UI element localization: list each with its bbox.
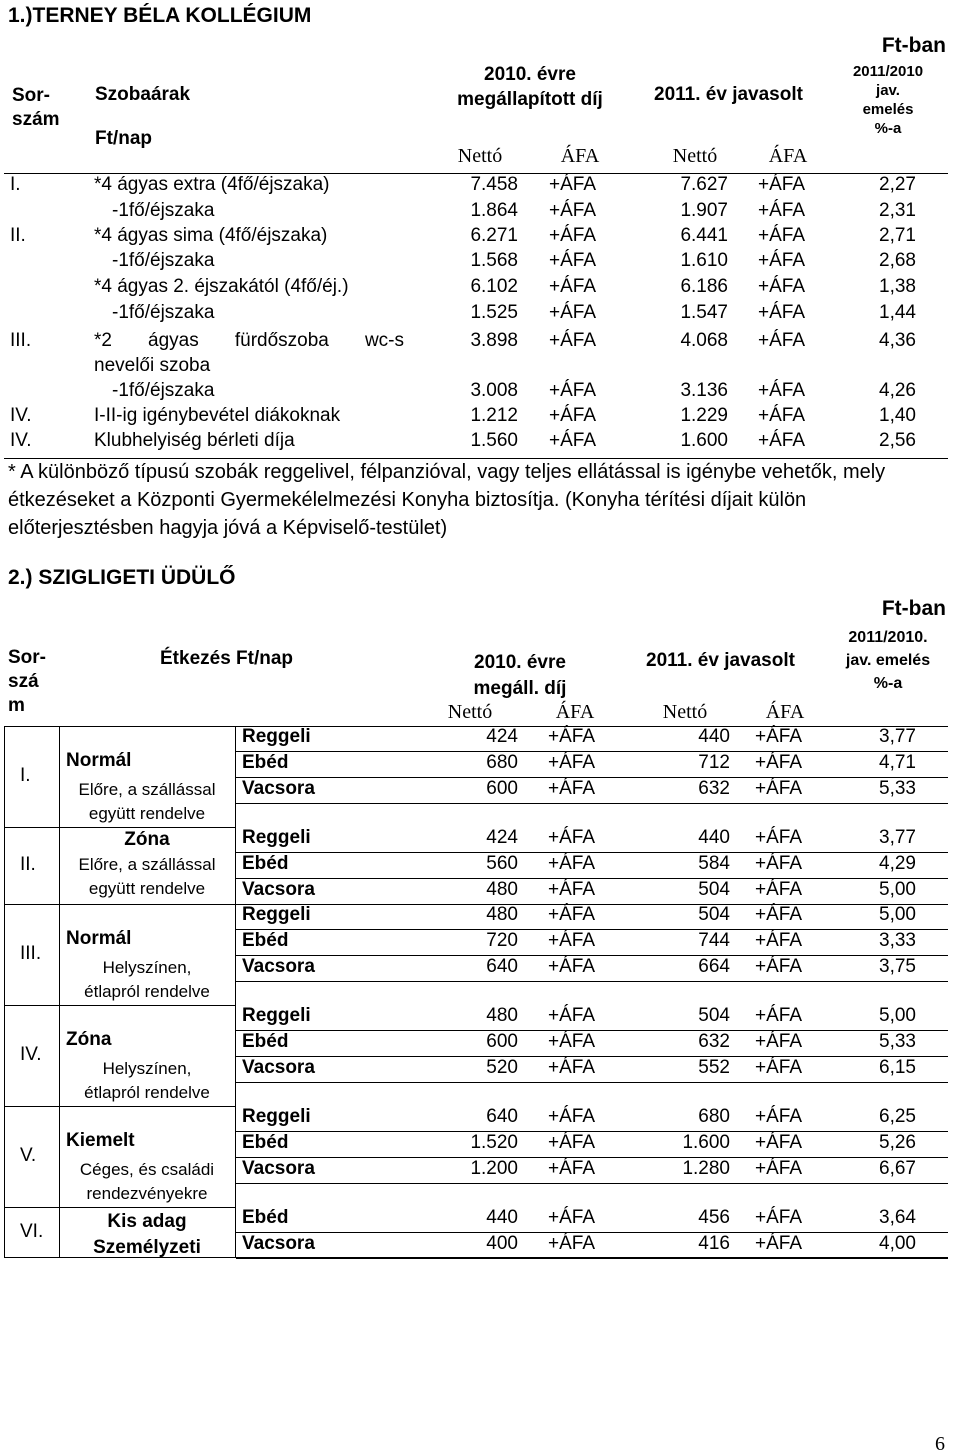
s2-meal-netto-2011: 504 — [698, 879, 730, 900]
s1-row-netto-2010: 1.568 — [470, 250, 518, 271]
s2-meal-label: Reggeli — [242, 1005, 311, 1026]
s1-row-label: *4 ágyas 2. éjszakától (4fő/éj.) — [94, 276, 349, 297]
s2-meal-pct: 5,33 — [879, 778, 916, 799]
s1-header-szobaarak: Szobaárak — [95, 84, 191, 105]
s2-meal-afa-2010: +ÁFA — [548, 930, 595, 951]
s2-meal-netto-2010: 520 — [486, 1057, 518, 1078]
s1-row-netto-2010: 3.008 — [470, 380, 518, 401]
s1-row-afa-2011: +ÁFA — [758, 405, 805, 426]
s2-meal-netto-2010: 560 — [486, 853, 518, 874]
s2-meal-netto-2010: 480 — [486, 1005, 518, 1026]
s2-meal-netto-2011: 1.280 — [682, 1158, 730, 1179]
s1-row-netto-2010: 7.458 — [470, 174, 518, 195]
s2-meal-netto-2011: 416 — [698, 1233, 730, 1254]
s2-meal-pct: 5,00 — [879, 879, 916, 900]
s1-header-netto-2010: Nettó — [457, 145, 503, 167]
s1-header-afa-2011: ÁFA — [768, 145, 808, 167]
s2-header-afa-2010: ÁFA — [555, 701, 595, 723]
s1-row-pct: 2,56 — [879, 430, 916, 451]
s2-meal-afa-2010: +ÁFA — [548, 1158, 595, 1179]
s2-meal-netto-2011: 744 — [698, 930, 730, 951]
s2-meal-netto-2010: 480 — [486, 904, 518, 925]
s2-meal-pct: 3,77 — [879, 726, 916, 747]
s2-meal-label: Reggeli — [242, 827, 311, 848]
s2-meal-netto-2011: 440 — [698, 726, 730, 747]
s1-row-afa-2010: +ÁFA — [549, 430, 596, 451]
s2-meal-pct: 4,29 — [879, 853, 916, 874]
s1-row-afa-2011: +ÁFA — [758, 250, 805, 271]
s2-meal-pct: 3,77 — [879, 827, 916, 848]
s2-header-netto-2010: Nettó — [447, 701, 493, 723]
s1-row-label: Klubhelyiség bérleti díja — [94, 430, 295, 451]
s2-meal-afa-2010: +ÁFA — [548, 1005, 595, 1026]
s2-meal-netto-2011: 632 — [698, 778, 730, 799]
s2-meal-label: Vacsora — [242, 956, 315, 977]
s2-header-2011: 2011. év javasolt — [646, 650, 795, 671]
s2-group-num: I. — [20, 764, 31, 786]
s2-meal-afa-2011: +ÁFA — [755, 1005, 802, 1026]
s2-meal-netto-2011: 440 — [698, 827, 730, 848]
s2-meal-netto-2011: 1.600 — [682, 1132, 730, 1153]
s1-header-2010: 2010. évre megállapított díj — [457, 64, 603, 110]
s1-row-afa-2010: +ÁFA — [549, 302, 596, 323]
s1-row-pct: 4,36 — [879, 330, 916, 351]
s2-meal-afa-2011: +ÁFA — [755, 726, 802, 747]
page-number: 6 — [935, 1433, 945, 1455]
s1-row-netto-2011: 1.547 — [680, 302, 728, 323]
s2-meal-afa-2011: +ÁFA — [755, 778, 802, 799]
s1-row-pct: 2,27 — [879, 174, 916, 195]
s2-meal-netto-2011: 504 — [698, 1005, 730, 1026]
s2-meal-pct: 5,33 — [879, 1031, 916, 1052]
s1-row-pct: 2,71 — [879, 225, 916, 246]
s2-meal-label: Vacsora — [242, 1158, 315, 1179]
s1-row-netto-2011: 7.627 — [680, 174, 728, 195]
s1-row-netto-2011: 1.229 — [680, 405, 728, 426]
s2-header-pct: 2011/2010. jav. emelés %-a — [845, 629, 931, 692]
s1-row-afa-2010: +ÁFA — [549, 200, 596, 221]
s1-row-pct: 4,26 — [879, 380, 916, 401]
s2-meal-netto-2010: 424 — [486, 827, 518, 848]
s1-row-label: -1fő/éjszaka — [112, 250, 215, 271]
s2-meal-afa-2010: +ÁFA — [548, 1233, 595, 1254]
s1-row-label: I-II-ig igénybevétel diákoknak — [94, 405, 341, 426]
s1-row-label: *4 ágyas extra (4fő/éjszaka) — [94, 174, 330, 195]
s1-row-label-cont: nevelői szoba — [94, 355, 211, 376]
s1-row-netto-2010: 1.525 — [470, 302, 518, 323]
s2-group-desc: Helyszínen, étlapról rendelve — [84, 1059, 210, 1102]
s2-meal-afa-2011: +ÁFA — [755, 1207, 802, 1228]
s2-meal-netto-2010: 720 — [486, 930, 518, 951]
s2-meal-label: Reggeli — [242, 904, 311, 925]
s2-meal-label: Vacsora — [242, 778, 315, 799]
s2-meal-afa-2010: +ÁFA — [548, 1057, 595, 1078]
s1-row-num: I. — [10, 174, 21, 195]
s1-row-afa-2011: +ÁFA — [758, 430, 805, 451]
s1-header-afa-2010: ÁFA — [560, 145, 600, 167]
s2-meal-netto-2010: 480 — [486, 879, 518, 900]
s2-meal-netto-2010: 1.520 — [470, 1132, 518, 1153]
s2-meal-label: Vacsora — [242, 1233, 315, 1254]
s2-group-name: Zóna — [66, 1029, 112, 1050]
s2-meal-pct: 5,00 — [879, 1005, 916, 1026]
s2-meal-afa-2011: +ÁFA — [755, 1031, 802, 1052]
s2-meal-label: Ebéd — [242, 752, 289, 773]
s1-row-num: II. — [10, 225, 26, 246]
s2-meal-label: Ebéd — [242, 853, 289, 874]
s2-meal-netto-2010: 680 — [486, 752, 518, 773]
s2-group-name: Normál — [66, 928, 132, 949]
s1-row-netto-2010: 6.102 — [470, 276, 518, 297]
s2-meal-pct: 3,75 — [879, 956, 916, 977]
s2-meal-label: Vacsora — [242, 879, 315, 900]
s1-row-num: IV. — [10, 405, 32, 426]
s2-meal-label: Ebéd — [242, 1207, 289, 1228]
s2-meal-pct: 4,00 — [879, 1233, 916, 1254]
s2-group-num: IV. — [20, 1043, 42, 1065]
s2-meal-label: Reggeli — [242, 726, 311, 747]
s1-row-pct: 1,44 — [879, 302, 916, 323]
s1-row-netto-2011: 6.441 — [680, 225, 728, 246]
s2-meal-pct: 5,26 — [879, 1132, 916, 1153]
s2-meal-netto-2010: 440 — [486, 1207, 518, 1228]
s2-meal-netto-2011: 552 — [698, 1057, 730, 1078]
s2-meal-netto-2010: 600 — [486, 1031, 518, 1052]
s2-meal-pct: 6,25 — [879, 1106, 916, 1127]
s2-meal-pct: 6,67 — [879, 1158, 916, 1179]
s1-row-netto-2011: 1.610 — [680, 250, 728, 271]
s1-row-afa-2011: +ÁFA — [758, 276, 805, 297]
s1-footnote: * A különböző típusú szobák reggelivel, félpanzióval, vagy teljes ellátással is igénybe vehetők, mely étkezéseket a Központi Gyermekélelmezési Konyha biztosítja. (Konyha térítési díjait külön előterjesztésben hagyja jóvá a Képviselő-testület) — [8, 461, 886, 539]
s1-row-netto-2010: 3.898 — [470, 330, 518, 351]
s2-header-netto-2011: Nettó — [662, 701, 708, 723]
s1-row-label: -1fő/éjszaka — [112, 200, 215, 221]
s1-row-afa-2010: +ÁFA — [549, 250, 596, 271]
s1-header-netto-2011: Nettó — [672, 145, 718, 167]
s2-meal-afa-2011: +ÁFA — [755, 827, 802, 848]
s2-group-desc: Helyszínen, étlapról rendelve — [84, 958, 210, 1001]
s2-meal-afa-2011: +ÁFA — [755, 879, 802, 900]
s2-meal-label: Reggeli — [242, 1106, 311, 1127]
s1-row-label: *2 ágyas fürdőszoba wc-s — [94, 330, 404, 351]
s2-group-name: Kiemelt — [66, 1130, 135, 1151]
s2-meal-label: Ebéd — [242, 1132, 289, 1153]
s2-meal-afa-2011: +ÁFA — [755, 930, 802, 951]
section1-currency-label: Ft-ban — [881, 34, 946, 57]
s1-header-2011: 2011. év javasolt — [654, 84, 803, 105]
s2-group-num: V. — [20, 1144, 37, 1166]
s1-row-netto-2011: 1.907 — [680, 200, 728, 221]
s2-header-etkezes: Étkezés Ft/nap — [160, 648, 294, 669]
s2-meal-pct: 6,15 — [879, 1057, 916, 1078]
s2-meal-afa-2011: +ÁFA — [755, 1233, 802, 1254]
s2-meal-netto-2010: 640 — [486, 1106, 518, 1127]
section2-title: 2.) SZIGLIGETI ÜDÜLŐ — [8, 566, 236, 589]
s1-header-ftnap: Ft/nap — [95, 128, 152, 149]
s2-group-desc: Előre, a szállással együtt rendelve — [78, 780, 216, 823]
s1-row-label: -1fő/éjszaka — [112, 302, 215, 323]
s2-group-name: Kis adag Személyzeti — [93, 1211, 201, 1258]
s2-group-name: Zóna — [124, 829, 170, 850]
s1-row-afa-2010: +ÁFA — [549, 405, 596, 426]
s2-meal-netto-2011: 584 — [698, 853, 730, 874]
s2-meal-netto-2011: 680 — [698, 1106, 730, 1127]
s1-row-afa-2011: +ÁFA — [758, 330, 805, 351]
s2-header-afa-2011: ÁFA — [765, 701, 805, 723]
s1-row-pct: 2,31 — [879, 200, 916, 221]
s2-meal-afa-2011: +ÁFA — [755, 956, 802, 977]
s1-row-afa-2011: +ÁFA — [758, 200, 805, 221]
s2-meal-label: Vacsora — [242, 1057, 315, 1078]
s1-row-afa-2010: +ÁFA — [549, 380, 596, 401]
s2-meal-afa-2011: +ÁFA — [755, 904, 802, 925]
s1-row-netto-2011: 3.136 — [680, 380, 728, 401]
s2-meal-afa-2010: +ÁFA — [548, 879, 595, 900]
s2-meal-netto-2011: 456 — [698, 1207, 730, 1228]
section1-title: 1.)TERNEY BÉLA KOLLÉGIUM — [8, 4, 312, 27]
s1-row-netto-2011: 1.600 — [680, 430, 728, 451]
s1-header-pct: 2011/2010 jav. emelés %-a — [852, 63, 924, 137]
s2-meal-pct: 3,64 — [879, 1207, 916, 1228]
s2-group-desc: Céges, és családi rendezvényekre — [79, 1160, 215, 1203]
s1-row-afa-2011: +ÁFA — [758, 380, 805, 401]
s2-group-num: II. — [20, 853, 36, 875]
s2-meal-pct: 5,00 — [879, 904, 916, 925]
s2-meal-netto-2010: 600 — [486, 778, 518, 799]
s1-header-sorszam: Sor- szám — [12, 85, 60, 130]
s2-meal-afa-2010: +ÁFA — [548, 1207, 595, 1228]
s2-group-name: Normál — [66, 750, 132, 771]
s2-group-num: VI. — [20, 1220, 44, 1242]
s2-meal-afa-2011: +ÁFA — [755, 752, 802, 773]
s2-meal-netto-2010: 1.200 — [470, 1158, 518, 1179]
s1-row-afa-2011: +ÁFA — [758, 225, 805, 246]
s2-group-num: III. — [20, 942, 42, 964]
s1-row-afa-2010: +ÁFA — [549, 225, 596, 246]
s2-meal-netto-2010: 424 — [486, 726, 518, 747]
s2-meal-afa-2011: +ÁFA — [755, 1158, 802, 1179]
s2-meal-afa-2011: +ÁFA — [755, 853, 802, 874]
s1-row-pct: 1,40 — [879, 405, 916, 426]
s1-row-afa-2010: +ÁFA — [549, 276, 596, 297]
s2-meal-pct: 4,71 — [879, 752, 916, 773]
s2-meal-afa-2010: +ÁFA — [548, 904, 595, 925]
s2-meal-afa-2010: +ÁFA — [548, 726, 595, 747]
s2-meal-afa-2010: +ÁFA — [548, 956, 595, 977]
s2-meal-afa-2011: +ÁFA — [755, 1106, 802, 1127]
s1-row-afa-2011: +ÁFA — [758, 302, 805, 323]
s2-meal-label: Ebéd — [242, 1031, 289, 1052]
s1-row-pct: 1,38 — [879, 276, 916, 297]
s2-meal-netto-2011: 504 — [698, 904, 730, 925]
s1-row-afa-2010: +ÁFA — [549, 330, 596, 351]
s2-meal-netto-2011: 664 — [698, 956, 730, 977]
s1-row-label: -1fő/éjszaka — [112, 380, 215, 401]
s2-meal-afa-2011: +ÁFA — [755, 1057, 802, 1078]
s1-row-netto-2011: 4.068 — [680, 330, 728, 351]
s2-meal-netto-2010: 640 — [486, 956, 518, 977]
s1-row-netto-2010: 1.560 — [470, 430, 518, 451]
s1-row-num: III. — [10, 330, 32, 351]
s1-row-netto-2010: 1.212 — [470, 405, 518, 426]
s2-meal-netto-2010: 400 — [486, 1233, 518, 1254]
s2-header-2010: 2010. évre megáll. díj — [473, 652, 567, 699]
s2-meal-afa-2011: +ÁFA — [755, 1132, 802, 1153]
s2-meal-afa-2010: +ÁFA — [548, 827, 595, 848]
s2-meal-pct: 3,33 — [879, 930, 916, 951]
s2-meal-afa-2010: +ÁFA — [548, 752, 595, 773]
s2-header-sorszam: Sor- szá m — [8, 647, 46, 716]
s1-row-netto-2011: 6.186 — [680, 276, 728, 297]
s1-row-afa-2011: +ÁFA — [758, 174, 805, 195]
s1-row-label: *4 ágyas sima (4fő/éjszaka) — [94, 225, 328, 246]
s2-meal-label: Ebéd — [242, 930, 289, 951]
s2-meal-afa-2010: +ÁFA — [548, 1031, 595, 1052]
s1-row-afa-2010: +ÁFA — [549, 174, 596, 195]
s2-group-desc: Előre, a szállással együtt rendelve — [78, 855, 216, 898]
s1-row-netto-2010: 6.271 — [470, 225, 518, 246]
s1-row-netto-2010: 1.864 — [470, 200, 518, 221]
s2-meal-afa-2010: +ÁFA — [548, 778, 595, 799]
s2-meal-afa-2010: +ÁFA — [548, 853, 595, 874]
s1-row-pct: 2,68 — [879, 250, 916, 271]
s2-meal-netto-2011: 632 — [698, 1031, 730, 1052]
s2-meal-afa-2010: +ÁFA — [548, 1106, 595, 1127]
s1-row-num: IV. — [10, 430, 32, 451]
s2-meal-afa-2010: +ÁFA — [548, 1132, 595, 1153]
s2-meal-netto-2011: 712 — [698, 752, 730, 773]
section2-currency-label: Ft-ban — [881, 597, 946, 620]
